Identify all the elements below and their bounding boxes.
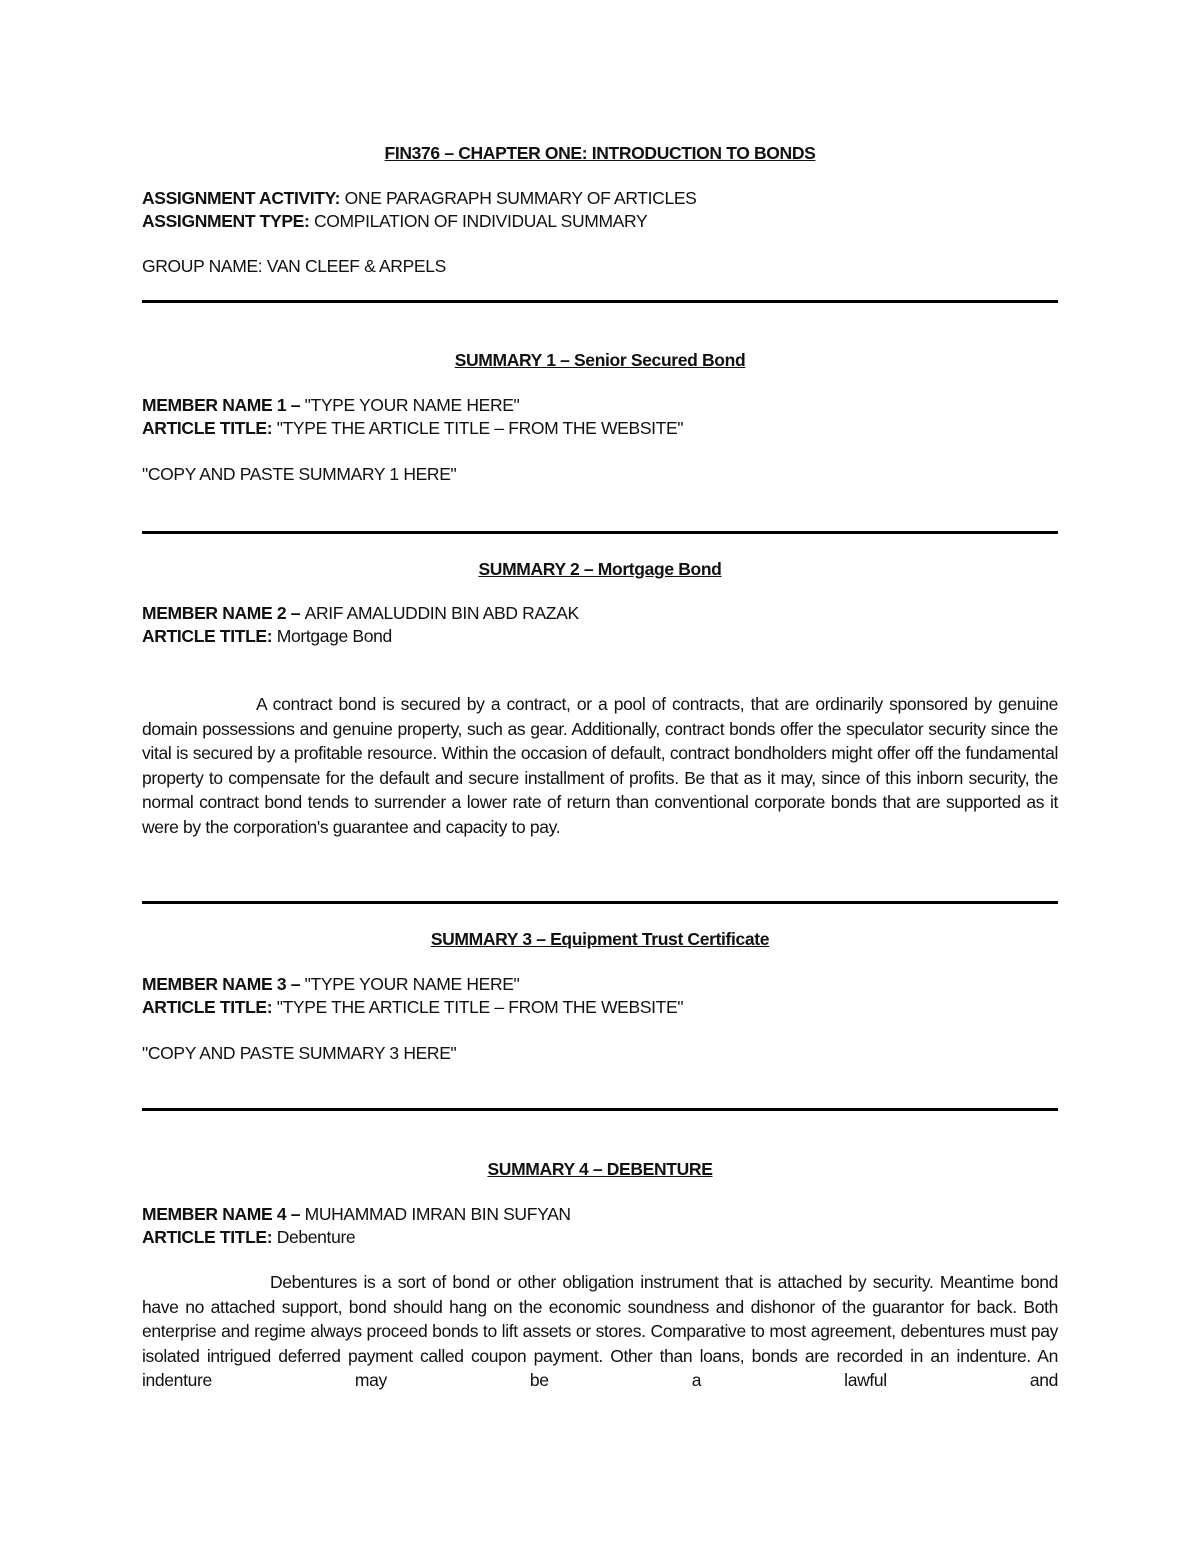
divider [142, 1108, 1058, 1111]
group-name: GROUP NAME: VAN CLEEF & ARPELS [142, 256, 446, 276]
summary-1-heading: SUMMARY 1 – Senior Secured Bond [454, 350, 746, 370]
summary-4-body: Debentures is a sort of bond or other obligation instrument that is attached by security. Meantime bond have no attached support, bond should hang on the economic soundness and dishonor of the guarantor for back. Both enterprise and regime always proceed bonds to lift assets or stores. Comparative to most agreement, debentures must pay isolated intrigued deferred payment called coupon payment. Other than loans, bonds are recorded in an indenture. An indenture may be a lawful and [142, 1272, 1058, 1390]
article-label: ARTICLE TITLE: [142, 626, 277, 646]
summary-2-heading: SUMMARY 2 – Mortgage Bond [478, 559, 722, 579]
member-label: MEMBER NAME 3 – [142, 974, 305, 994]
summary-1-member [142, 393, 1058, 417]
summary-1-article [142, 416, 1058, 440]
article-value: "TYPE THE ARTICLE TITLE – FROM THE WEBSITE" [276, 418, 684, 438]
summary-2-article [142, 624, 1058, 648]
member-label: MEMBER NAME 4 – [142, 1204, 305, 1224]
article-value: "TYPE THE ARTICLE TITLE – FROM THE WEBSITE" [276, 997, 684, 1017]
article-label: ARTICLE TITLE: [142, 997, 277, 1017]
summary-2-body: A contract bond is secured by a contract, or a pool of contracts, that are ordinarily sponsored by genuine domain possessions and genuine property, such as gear. Additionally, contract bonds offer the speculator security since the vital is secured by a profitable resource. Within the occasion of default, contract bondholders might offer off the fundamental property to compensate for the default and secure installment of profits. Be that as it may, since of this inborn security, the normal contract bond tends to surrender a lower rate of return than conventional corporate bonds that are supported as it were by the corporation's guarantee and capacity to pay. [142, 694, 1058, 837]
summary-3-member [142, 972, 1058, 996]
article-value: Mortgage Bond [276, 626, 392, 646]
summary-2-member [142, 601, 1058, 625]
article-label: ARTICLE TITLE: [142, 418, 277, 438]
summary-4-heading: SUMMARY 4 – DEBENTURE [487, 1159, 713, 1179]
summary-3-heading: SUMMARY 3 – Equipment Trust Certificate [430, 929, 770, 949]
member-value: "TYPE YOUR NAME HERE" [304, 974, 520, 994]
summary-1-body: "COPY AND PASTE SUMMARY 1 HERE" [142, 464, 457, 484]
assignment-activity-label: ASSIGNMENT ACTIVITY: [142, 188, 341, 208]
article-value: Debenture [276, 1227, 356, 1247]
summary-3-body: "COPY AND PASTE SUMMARY 3 HERE" [142, 1043, 457, 1063]
assignment-activity [142, 186, 1058, 210]
assignment-type-value: COMPILATION OF INDIVIDUAL SUMMARY [309, 211, 648, 231]
assignment-type-label: ASSIGNMENT TYPE: [142, 211, 310, 231]
assignment-activity-value: ONE PARAGRAPH SUMMARY OF ARTICLES [340, 188, 697, 208]
member-label: MEMBER NAME 1 – [142, 395, 305, 415]
article-label: ARTICLE TITLE: [142, 1227, 277, 1247]
summary-3-article [142, 995, 1058, 1019]
summary-4-member [142, 1202, 1058, 1226]
document-title: FIN376 – CHAPTER ONE: INTRODUCTION TO BONDS [384, 143, 816, 163]
assignment-type [142, 209, 1058, 233]
summary-4-article [142, 1225, 1058, 1249]
member-value: "TYPE YOUR NAME HERE" [304, 395, 520, 415]
member-value: MUHAMMAD IMRAN BIN SUFYAN [304, 1204, 571, 1224]
member-label: MEMBER NAME 2 – [142, 603, 305, 623]
divider [142, 531, 1058, 534]
divider [142, 300, 1058, 303]
divider [142, 901, 1058, 904]
member-value: ARIF AMALUDDIN BIN ABD RAZAK [304, 603, 579, 623]
